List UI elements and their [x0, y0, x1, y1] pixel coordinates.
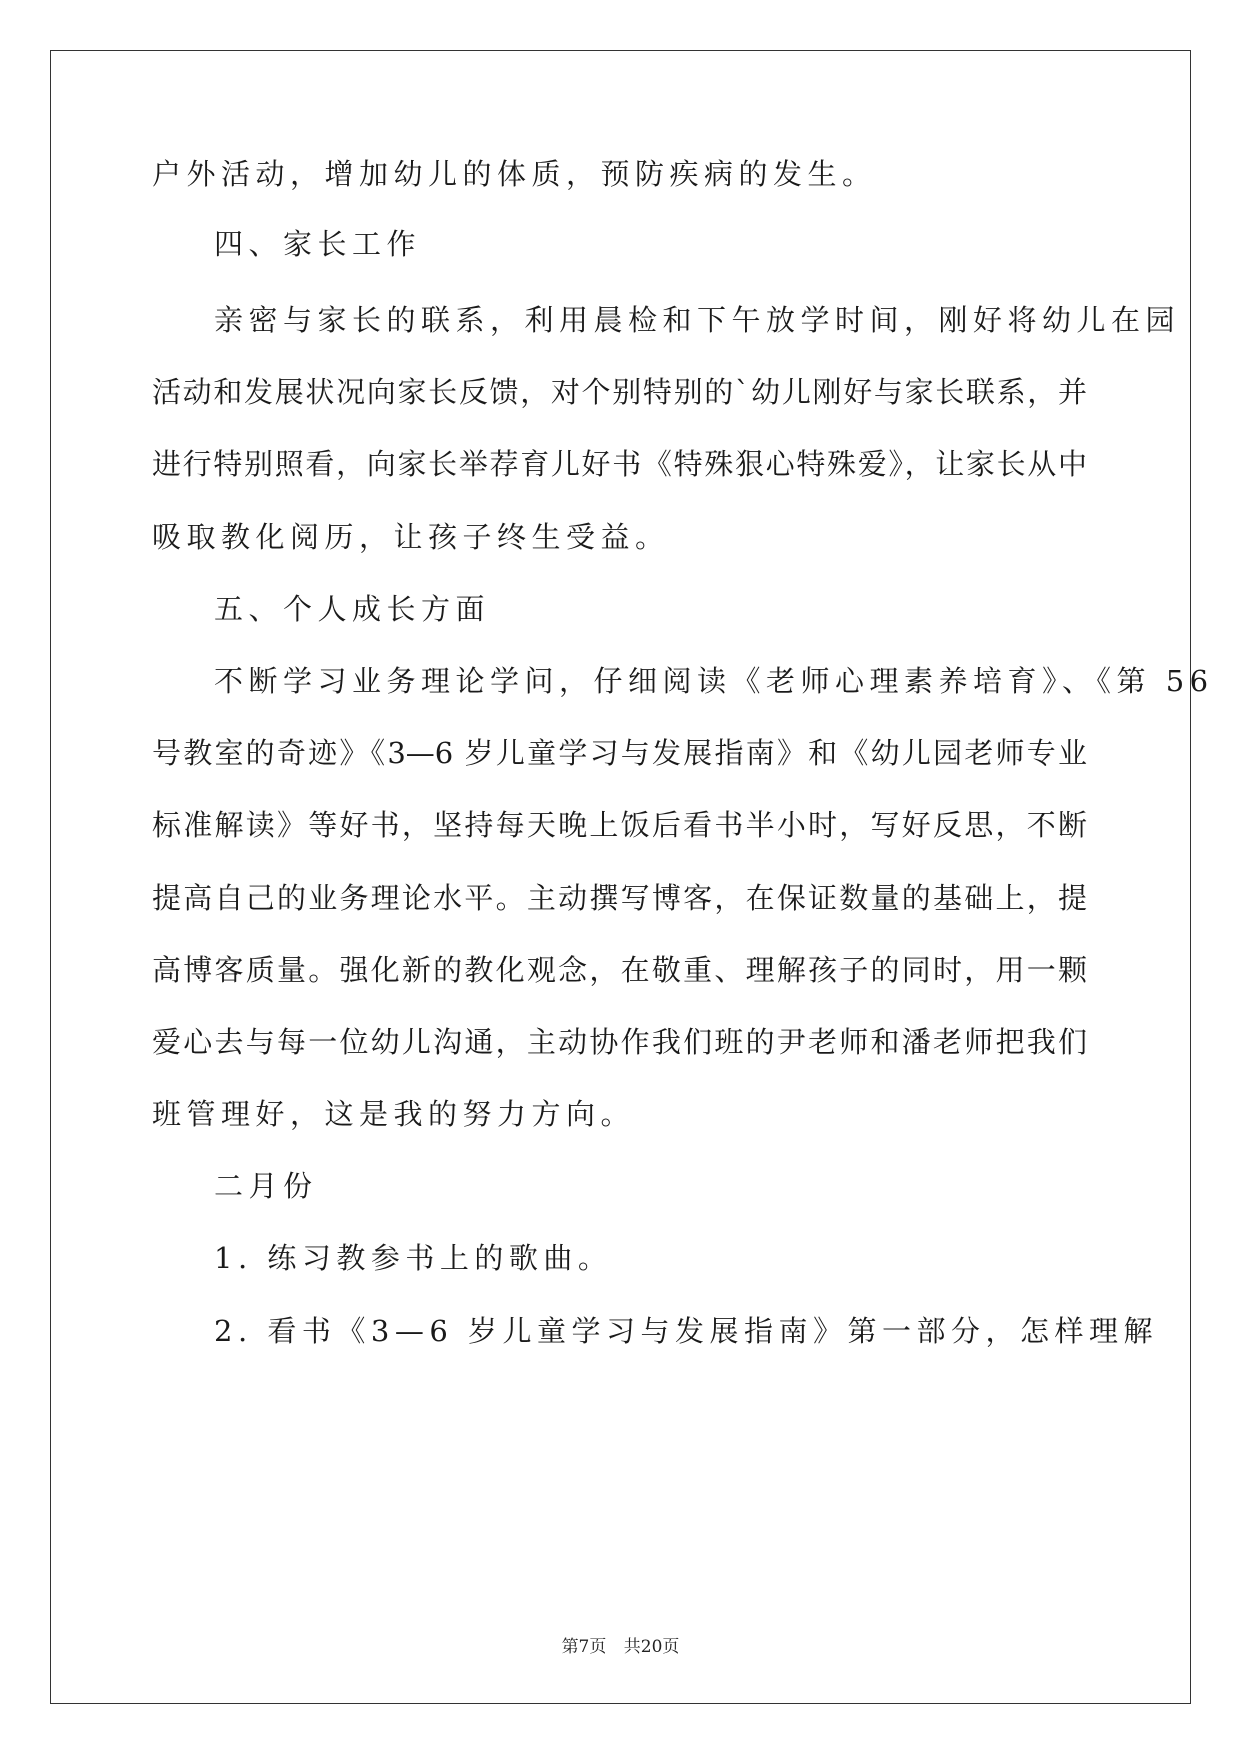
month-heading-february: 二月份: [214, 1169, 318, 1203]
text-line-9: 号教室的奇迹》《3—6 岁儿童学习与发展指南》和《幼儿园老师专业: [152, 736, 1087, 770]
page-number: 第7页: [561, 1637, 607, 1657]
page-border: [50, 50, 1191, 1704]
text-line-11: 提高自己的业务理论水平。主动撰写博客，在保证数量的基础上，提: [152, 881, 1087, 915]
text-line-1: 户外活动，增加幼儿的体质，预防疾病的发生。: [152, 157, 877, 191]
text-line-8: 不断学习业务理论学问，仔细阅读《老师心理素养培育》、《第 56: [214, 664, 1214, 698]
text-line-14: 班管理好，这是我的努力方向。: [152, 1097, 636, 1131]
text-line-6: 吸取教化阅历，让孩子终生受益。: [152, 520, 670, 554]
text-line-12: 高博客质量。强化新的教化观念，在敬重、理解孩子的同时，用一颗: [152, 953, 1087, 987]
text-line-13: 爱心去与每一位幼儿沟通，主动协作我们班的尹老师和潘老师把我们: [152, 1025, 1087, 1059]
section-heading-parent-work: 四、家长工作: [214, 227, 422, 261]
text-line-5: 进行特别照看，向家长举荐育儿好书《特殊狠心特殊爱》，让家长从中: [152, 447, 1087, 481]
text-line-10: 标准解读》等好书，坚持每天晚上饭后看书半小时，写好反思，不断: [152, 808, 1087, 842]
list-item-1: 1. 练习教参书上的歌曲。: [214, 1241, 613, 1275]
text-line-3: 亲密与家长的联系，利用晨检和下午放学时间，刚好将幼儿在园: [214, 303, 1181, 337]
list-item-2: 2. 看书《3—6 岁儿童学习与发展指南》第一部分，怎样理解: [214, 1314, 1159, 1348]
page-footer: [0, 1632, 1241, 1657]
section-heading-personal-growth: 五、个人成长方面: [214, 592, 491, 626]
text-line-4: 活动和发展状况向家长反馈，对个别特别的`幼儿刚好与家长联系，并: [152, 375, 1087, 409]
page-total: 共20页: [623, 1637, 680, 1657]
